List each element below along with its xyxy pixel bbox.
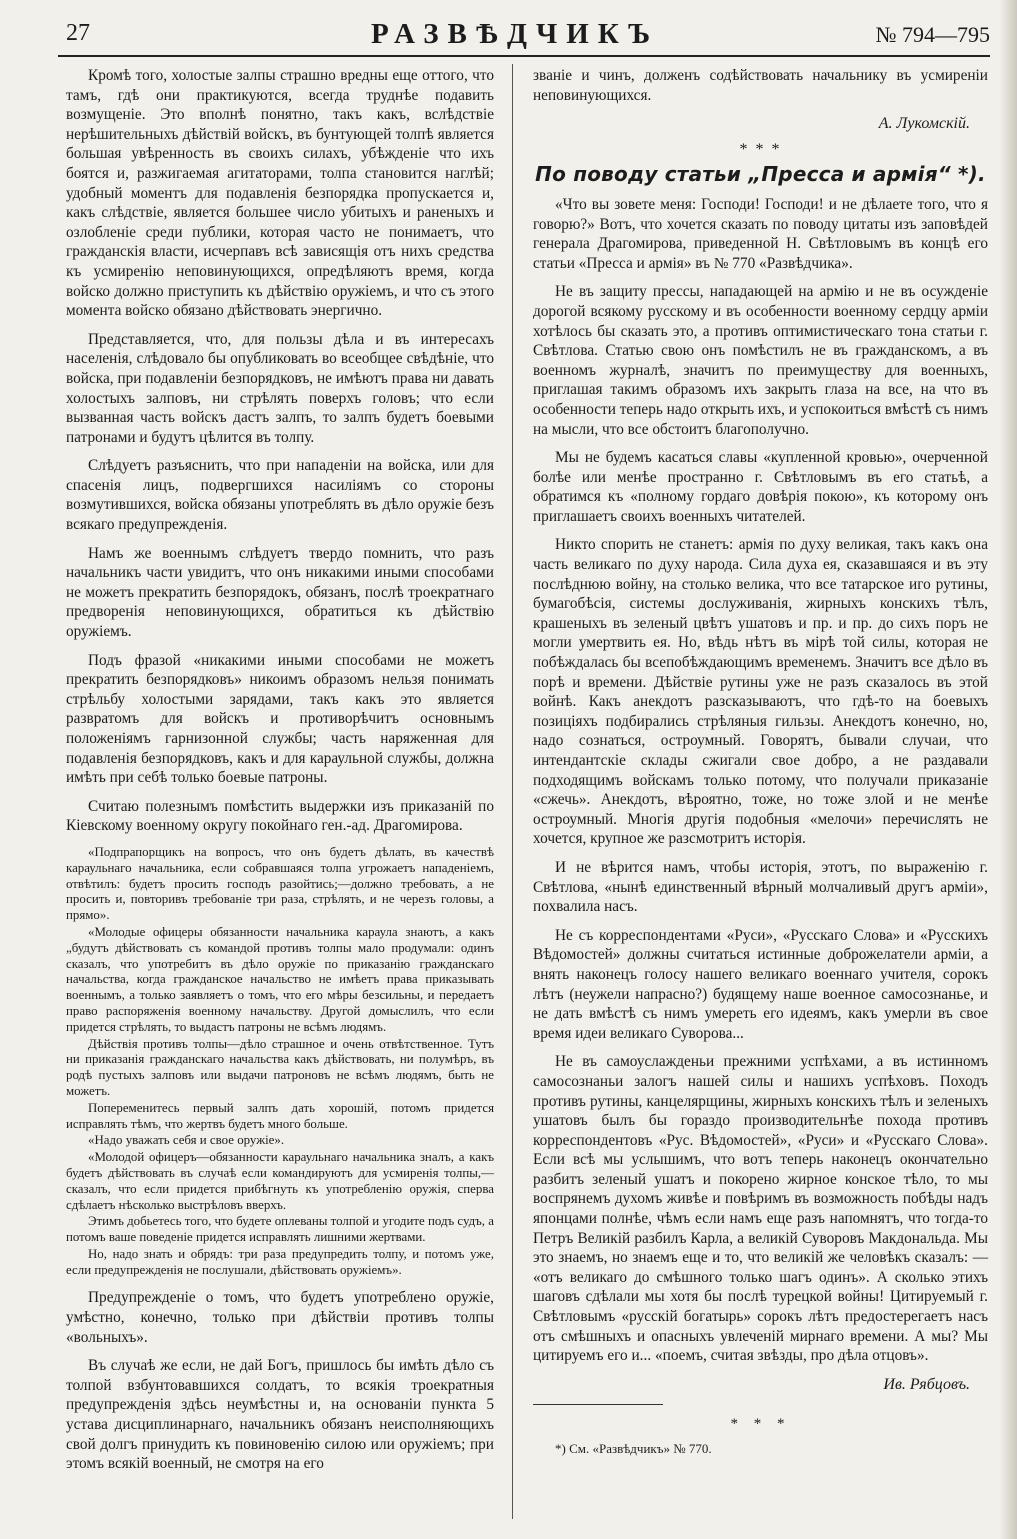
paragraph: Представляется, что, для пользы дѣла и въ интересахъ населенія, слѣдовало бы опубликовать во всеобщее свѣдѣніе, что войска, при подавленіи безпорядковъ, не имѣютъ права ни давать холостыхъ залповъ, ни стрѣлять поверхъ головъ; что если вызванная часть войскъ дастъ залпъ, то залпъ будетъ боевыми патронами и будутъ цѣлится въ толпу. bbox=[66, 330, 494, 446]
paragraph: Слѣдуетъ разъяснить, что при нападеніи на войска, или для спасенія лицъ, подвергшихся насиліямъ со стороны возмутившихся, войска обязаны употреблять въ дѣло оружіе безъ всякаго предупрежденія. bbox=[66, 457, 494, 534]
issue-number: № 794—795 bbox=[875, 22, 990, 47]
section-stars: * * * bbox=[739, 140, 782, 158]
paragraph: званіе и чинъ, долженъ содѣйствовать начальнику въ усмиреніи неповинующихся. bbox=[533, 67, 988, 104]
paragraph: Не въ защиту прессы, нападающей на армію и не въ осужденіе дорогой всякому русскому и въ особенности военному сердцу арміи хотѣлось бы сказать это, а противъ оптимистическаго тона статьи г. Свѣтлова. Статью свою онъ помѣстилъ не въ гражданскомъ, а въ военномъ журналѣ, значитъ по преимуществу для военныхъ, приглашая такимъ образомъ ихъ закрыть глаза на все, на что въ особенности теперь надо открыть ихъ, и успокоиться вмѣстѣ съ нимъ на мысли, что все обстоитъ благополучно. bbox=[533, 283, 988, 438]
page-header bbox=[40, 14, 990, 56]
quote-paragraph: «Надо уважать себя и свое оружіе». bbox=[88, 1133, 285, 1148]
article-title: По поводу статьи „Пресса и армія“ *). bbox=[535, 162, 986, 187]
author-signature: А. Лукомскій. bbox=[878, 115, 970, 133]
paragraph: Не съ корреспондентами «Руси», «Русскаго Слова» и «Русскихъ Вѣдомостей» должны считаться истинные доброжелатели арміи, а внять наконецъ голосу нашего великаго военнаго учителя, сорокъ лѣтъ (неужели напрасно?) будящему наше военное самосознанье, и не дать вмѣстѣ съ нимъ умереть его идеямъ, какъ умерли въ свое время идеи великаго Суворова... bbox=[533, 926, 988, 1042]
page-edge-shadow bbox=[999, 0, 1017, 1539]
quote-paragraph: Этимъ добьетесь того, что будете оплеваны толпой и угодите подъ судъ, а потомъ ваше поведеніе придется исправлять лишними жертвами. bbox=[66, 1214, 494, 1245]
quote-paragraph: «Молодой офицеръ—обязанности караульнаго начальника зналъ, а какъ будетъ дѣйствовать въ случаѣ если командируютъ для усмиренія толпы,—сказалъ, что если придется прибѣгнуть къ употребленію оружія, сперва сдѣлаетъ нѣсколько выстрѣловъ вверхъ. bbox=[66, 1150, 494, 1212]
quote-paragraph: Попеременитесь первый залпъ дать хорошій, потомъ придется исправлять тѣмъ, что жертвъ будетъ много больше. bbox=[66, 1100, 494, 1131]
paragraph: Предупрежденіе о томъ, что будетъ употреблено оружіе, умѣстно, конечно, только при дѣйствіи противъ толпы «вольныхъ». bbox=[66, 1289, 494, 1346]
paragraph: Подъ фразой «никакими иными способами не можетъ прекратить безпорядковъ» никоимъ образомъ нельзя понимать стрѣльбу холостыми зарядами, такъ какъ это является развратомъ для войскъ и противорѣчитъ основнымъ положеніямъ гарнизонной службы; часть наряженная для подавленія безпорядковъ, какъ и для караульной службы, должна имѣть при себѣ только боевые патроны. bbox=[66, 651, 494, 787]
paragraph: И не вѣрится намъ, чтобы исторія, этотъ, по выраженію г. Свѣтлова, «нынѣ единственный вѣрный молчаливый другъ арміи», похвалила насъ. bbox=[533, 858, 988, 916]
right-column bbox=[533, 66, 988, 1468]
paragraph: Въ случаѣ же если, не дай Богъ, пришлось бы имѣть дѣло съ толпой взбунтовавшихся солдатъ, то всякія троекратныя предупрежденія здѣсь неумѣстны и, на основаніи пункта 5 устава дисциплинарнаго, начальникъ обязанъ неисполняющихъ свой долгъ принудить къ повиновенію силою или оружіемъ; при этомъ всякій военный, не смотря на его bbox=[66, 1357, 494, 1473]
masthead: РАЗВѢДЧИКЪ bbox=[370, 18, 660, 50]
quote-paragraph: «Подпрапорщикъ на вопросъ, что онъ будетъ дѣлать, въ качествѣ караульнаго начальника, если собравшаяся толпа угрожаетъ нападеніемъ, отвѣтилъ: будетъ просить господъ разойтись;—должно требовать, а не просить и, повторивъ требованіе три раза, стрѣлять, и не черезъ головы, а прямо». bbox=[66, 844, 494, 923]
footnote: *) См. «Развѣдчикъ» № 770. bbox=[555, 1441, 712, 1456]
quote-paragraph: Но, надо знать и обрядъ: три раза предупредить толпу, и потомъ уже, если предупрежденія не послушали, дѣйствовать оружіемъ». bbox=[66, 1246, 494, 1277]
paragraph: Не въ самоуслажденьи прежними успѣхами, а въ истинномъ самосознаньи залогъ нашей силы и нашихъ успѣховъ. Походъ противъ рутины, канцелярщины, жирныхъ конскихъ тѣлъ и зеленыхъ ушатовъ былъ бы гораздо производительнѣе похода противъ корреспондентовъ «Рус. Вѣдомостей», «Руси» и «Русскаго Слова». Если всѣ мы услышимъ, что вотъ теперь наконецъ окончательно разбитъ зеленый ушатъ и покорено жирное конское тѣло, то мы воспрянемъ духомъ живѣе и повѣримъ въ возможность побѣды надъ японцами полнѣе, чѣмъ если намъ еще разъ напомнятъ, что тогда-то Петръ Великій разбилъ Карла, а великій Суворовъ Макдональда. Мы это знаемъ, но знаемъ еще и то, что великій же человѣкъ сказалъ: — «отъ великаго до смѣшного только шагъ одинъ». А сколько этихъ шаговъ сдѣлали мы хотя бы послѣ турецкой войны! Цитируемый г. Свѣтловымъ «русскій богатырь» сорокъ лѣтъ предостерегаетъ насъ отъ смѣшныхъ и опасныхъ увлеченій мирнаго времени. А мы? Мы цитируемъ его и... «поемъ, считая звѣзды, про дѣла отцовъ». bbox=[533, 1053, 988, 1365]
paragraph: Никто спорить не станетъ: армія по духу великая, такъ какъ она часть великаго по духу народа. Сила духа ея, сказавшаяся и въ эту послѣднюю войну, на столько велика, что все татарское иго рутины, бумагобѣсія, системы дослуживанія, жирныхъ конскихъ тѣлъ, крашеныхъ въ зеленый цвѣтъ ушатовъ и пр. и пр. до сихъ поръ не могли умертвить ея. Но, вѣдь нѣтъ въ мірѣ той силы, которая не побѣждалась бы всепобѣждающимъ временемъ. Значитъ все дѣло въ порѣ и времени. Дѣйствіе рутины уже не разъ сказалось въ этой войнѣ. Какъ анекдотъ разсказываютъ, что гдѣ-то на боевыхъ позиціяхъ подбирались стрѣляныя гильзы. Анекдотъ конечно, но, надо сознаться, остроумный. Говорятъ, бывали случаи, что интендантскіе склады сжигали свое добро, а не раздавали подходящимъ войскамъ только потому, что получали приказаніе «сжечь». Анекдотъ, вѣроятно, тоже, но тоже злой и не менѣе остроумный. Многія другія подобныя «мелочи» перечислять не хочется, крупное же разсмотритъ исторія. bbox=[533, 536, 988, 848]
page-number: 27 bbox=[66, 20, 90, 46]
paragraph: Намъ же военнымъ слѣдуетъ твердо помнить, что разъ начальникъ части увидитъ, что онъ никакими иными способами не можетъ прекратить безпорядокъ, обязанъ, послѣ троекратнаго предворенія неповинующихся, обратиться къ дѣйствію оружіемъ. bbox=[66, 544, 494, 641]
footnote-rule bbox=[533, 1404, 663, 1405]
column-divider bbox=[512, 64, 513, 1519]
paragraph: Считаю полезнымъ помѣстить выдержки изъ приказаній по Кіевскому военному округу покойнаго ген.-ад. Драгомирова. bbox=[66, 797, 494, 835]
left-column bbox=[66, 66, 494, 1483]
paragraph: Мы не будемъ касаться славы «купленной кровью», очерченной болѣе или менѣе пространно г. Свѣтловымъ въ его статьѣ, а обратимся къ «полному гордаго довѣрія покою», къ которому онъ приглашаетъ своихъ военныхъ читателей. bbox=[533, 449, 988, 525]
author-signature: Ив. Рябцовъ. bbox=[883, 1375, 970, 1393]
quote-paragraph: «Молодые офицеры обязанности начальника караула знаютъ, а какъ „будутъ дѣйствовать съ командой противъ толпы мало продумали: одинъ сказалъ, что употребитъ въ дѣло оружіе по приказанію гражданскаго начальства, когда гражданское начальство не имѣетъ права приказывать военнымъ, а только заявляетъ о томъ, что его мѣры безсильны, и передаетъ право распоряженія военному начальству. Другой домыслилъ, что если придется стрѣлять, то выдастъ патроны не всѣмъ людямъ. bbox=[66, 924, 494, 1034]
paragraph: «Что вы зовете меня: Господи! Господи! и не дѣлаете того, что я говорю?» Вотъ, что хочется сказать по поводу цитаты изъ заповѣдей генерала Драгомирова, приведенной Н. Свѣтловымъ въ концѣ его статьи «Пресса и армія» въ № 770 «Развѣдчика». bbox=[533, 195, 988, 272]
paragraph: Кромѣ того, холостые залпы страшно вредны еще оттого, что тамъ, гдѣ они практикуются, всегда труднѣе подавить возмущеніе. Это вполнѣ понятно, такъ какъ, вслѣдствіе нерѣшительныхъ дѣйствій войскъ, въ бунтующей толпѣ является большая увѣренность въ своихъ силахъ, убѣжденіе что ихъ боятся и, разжигаемая агитаторами, толпа становится наглѣй; удобный моментъ для подавленія безпорядка пропускается и, какъ слѣдствіе, является большее число убитыхъ и раненыхъ и озлобленіе среди публики, которая часто не понимаетъ, что гражданскія власти, исчерпавъ всѣ зависящія отъ нихъ средства къ усмиренію неповинующихся, опредѣляютъ время, когда войско должно приступить къ дѣйствію оружіемъ, и что съ этого момента войско обязано дѣйствовать энергично. bbox=[66, 67, 494, 320]
section-stars: * * * bbox=[730, 1416, 791, 1433]
header-rule bbox=[58, 55, 990, 57]
quoted-orders bbox=[66, 845, 494, 1279]
quote-paragraph: Дѣйствія противъ толпы—дѣло страшное и очень отвѣтственное. Тутъ ни приказанія гражданскаго начальства какъ дѣйствовать, ни полумѣръ, въ родѣ пустыхъ залповъ или выдачи патроновъ не всѣмъ людямъ, быть не можетъ. bbox=[66, 1036, 494, 1098]
